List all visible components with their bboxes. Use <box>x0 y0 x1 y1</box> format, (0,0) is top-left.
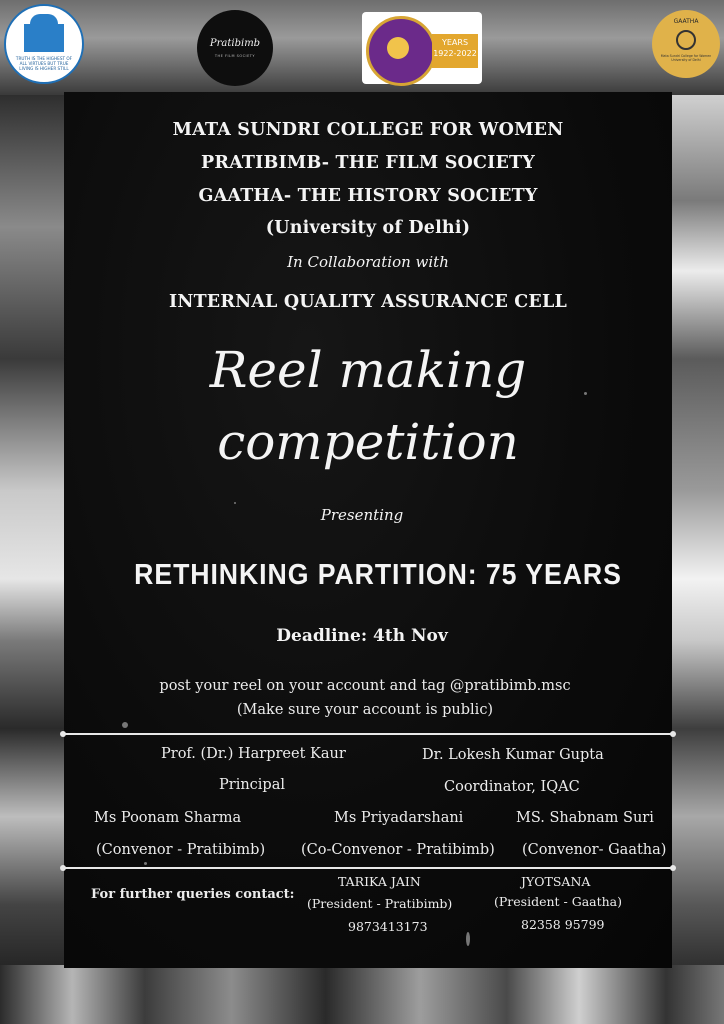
poster-card <box>64 92 672 968</box>
film-society-logo-name: Pratibimb <box>209 38 261 49</box>
event-title-line1: Reel making <box>209 341 527 399</box>
event-title-line2: competition <box>217 413 519 471</box>
film-society-logo-sub: THE FILM SOCIETY <box>214 54 256 58</box>
university-name: (University of Delhi) <box>265 218 471 238</box>
contact1-role: (President - Pratibimb) <box>307 896 453 911</box>
iqac-coordinator-role: Coordinator, IQAC <box>444 779 580 795</box>
college-logo <box>4 4 84 84</box>
history-society-logo <box>652 10 720 78</box>
history-society-emblem-icon <box>676 30 696 50</box>
college-name: MATA SUNDRI COLLEGE FOR WOMEN <box>172 120 564 140</box>
university-centenary-logo <box>362 12 482 84</box>
contact1-name: TARIKA JAIN <box>338 874 421 889</box>
instruction-line2: (Make sure your account is public) <box>236 702 494 718</box>
centenary-years-range: 1922-2022 <box>433 49 477 58</box>
background-photo-left <box>0 95 64 975</box>
contact2-role: (President - Gaatha) <box>494 894 623 909</box>
convenor-gaatha-name: MS. Shabnam Suri <box>516 810 654 826</box>
event-theme: RETHINKING PARTITION: 75 YEARS <box>134 559 622 591</box>
university-seal-icon <box>366 16 436 86</box>
iqac-coordinator-name: Dr. Lokesh Kumar Gupta <box>422 747 604 763</box>
instruction-line1: post your reel on your account and tag @pratibimb.msc <box>159 678 571 694</box>
deadline: Deadline: 4th Nov <box>276 626 448 646</box>
college-motto: TRUTH IS THE HIGHEST OF ALL VIRTUES BUT TRUE LIVING IS HIGHER STILL <box>15 56 73 71</box>
iqac-name: INTERNAL QUALITY ASSURANCE CELL <box>169 292 567 312</box>
divider-top <box>64 733 672 735</box>
convenor-pratibimb-name: Ms Poonam Sharma <box>94 810 242 826</box>
centenary-years-label: YEARS <box>441 38 469 47</box>
collaboration-text: In Collaboration with <box>287 253 449 271</box>
background-photo-right <box>672 95 724 975</box>
building-icon <box>24 24 64 52</box>
history-society-logo-name: GAATHA <box>673 18 699 25</box>
background-photo-bottom <box>0 965 724 1024</box>
contact2-name: JYOTSANA <box>521 874 591 889</box>
contact2-phone: 82358 95799 <box>521 917 605 932</box>
principal-role: Principal <box>219 777 285 793</box>
convenor-pratibimb-role: (Convenor - Pratibimb) <box>96 842 266 858</box>
contact-label: For further queries contact: <box>91 887 295 902</box>
divider-bottom <box>64 867 672 869</box>
contact1-phone: 9873413173 <box>348 919 428 934</box>
convenor-gaatha-role: (Convenor- Gaatha) <box>522 842 667 858</box>
history-society-name: GAATHA- THE HISTORY SOCIETY <box>198 186 538 206</box>
presenting-text: Presenting <box>320 506 404 524</box>
coconvenor-name: Ms Priyadarshani <box>334 810 464 826</box>
dust-speck <box>122 722 128 728</box>
dust-speck <box>234 502 236 504</box>
dust-speck <box>466 932 470 946</box>
principal-name: Prof. (Dr.) Harpreet Kaur <box>161 746 346 762</box>
history-society-logo-sub: Mata Sundri College for Women University of Delhi <box>660 54 712 62</box>
centenary-badge <box>432 34 478 68</box>
dust-speck <box>144 862 147 865</box>
coconvenor-role: (Co-Convenor - Pratibimb) <box>301 842 495 858</box>
film-society-logo <box>197 10 273 86</box>
film-society-name: PRATIBIMB- THE FILM SOCIETY <box>201 153 535 173</box>
